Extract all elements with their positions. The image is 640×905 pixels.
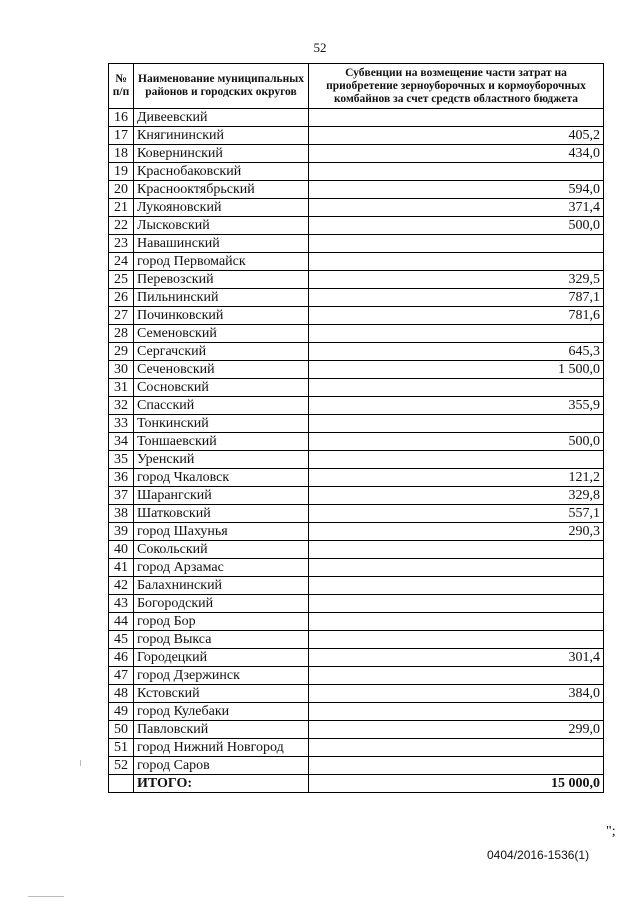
- municipality-name: Балахнинский: [134, 577, 309, 595]
- row-number: 33: [109, 415, 134, 433]
- table-row: [109, 649, 604, 667]
- subsidy-value: 290,3: [309, 523, 604, 541]
- subsidy-value: 371,4: [309, 199, 604, 217]
- municipality-name: Дивеевский: [134, 109, 309, 127]
- table-row: [109, 181, 604, 199]
- row-number: 50: [109, 721, 134, 739]
- row-number: 17: [109, 127, 134, 145]
- row-number: 24: [109, 253, 134, 271]
- municipality-name: город Шахунья: [134, 523, 309, 541]
- row-number: 23: [109, 235, 134, 253]
- subsidy-value: 329,8: [309, 487, 604, 505]
- table-row: [109, 163, 604, 181]
- row-number: 35: [109, 451, 134, 469]
- subsidy-value: [309, 739, 604, 757]
- row-number: 26: [109, 289, 134, 307]
- table-row: [109, 595, 604, 613]
- municipality-name: Сокольский: [134, 541, 309, 559]
- table-row: [109, 757, 604, 775]
- subsidy-value: 645,3: [309, 343, 604, 361]
- table-row: [109, 325, 604, 343]
- municipality-name: Ковернинский: [134, 145, 309, 163]
- subsidy-value: [309, 613, 604, 631]
- row-number: 44: [109, 613, 134, 631]
- subsidy-value: [309, 415, 604, 433]
- subsidy-value: [309, 541, 604, 559]
- municipality-name: Пильнинский: [134, 289, 309, 307]
- municipality-name: Починковский: [134, 307, 309, 325]
- table-row: [109, 577, 604, 595]
- municipality-name: Сергачский: [134, 343, 309, 361]
- subsidy-value: [309, 235, 604, 253]
- table-row: [109, 469, 604, 487]
- table-row: [109, 433, 604, 451]
- subsidy-value: [309, 559, 604, 577]
- total-label: ИТОГО:: [134, 775, 309, 793]
- header-name: Наименование муниципальных районов и городских округов: [134, 64, 309, 109]
- municipality-name: Лысковский: [134, 217, 309, 235]
- row-number: 31: [109, 379, 134, 397]
- total-num-cell: [109, 775, 134, 793]
- municipality-name: город Кулебаки: [134, 703, 309, 721]
- municipality-name: Кстовский: [134, 685, 309, 703]
- subsidy-value: [309, 451, 604, 469]
- municipality-name: Семеновский: [134, 325, 309, 343]
- municipality-name: Княгининский: [134, 127, 309, 145]
- row-number: 34: [109, 433, 134, 451]
- subsidy-value: 781,6: [309, 307, 604, 325]
- header-num: № п/п: [109, 64, 134, 109]
- subsidy-value: 594,0: [309, 181, 604, 199]
- page-number: 52: [313, 40, 327, 55]
- row-number: 29: [109, 343, 134, 361]
- subsidy-value: 121,2: [309, 469, 604, 487]
- municipality-name: Перевозский: [134, 271, 309, 289]
- municipality-name: Уренский: [134, 451, 309, 469]
- row-number: 49: [109, 703, 134, 721]
- table-row: [109, 289, 604, 307]
- table-row: [109, 415, 604, 433]
- row-number: 40: [109, 541, 134, 559]
- table-row: [109, 379, 604, 397]
- header-subsidy: Субвенции на возмещение части затрат на приобретение зерноуборочных и кормоуборочных комбайнов за счет средств областного бюджета: [309, 64, 604, 109]
- subsidy-value: [309, 253, 604, 271]
- row-number: 51: [109, 739, 134, 757]
- table-row: [109, 271, 604, 289]
- table-body: [109, 109, 604, 793]
- subsidy-value: 301,4: [309, 649, 604, 667]
- closing-quote-mark: ";: [606, 824, 616, 839]
- subsidy-value: 500,0: [309, 217, 604, 235]
- row-number: 37: [109, 487, 134, 505]
- subsidy-value: 299,0: [309, 721, 604, 739]
- municipality-name: Шарангский: [134, 487, 309, 505]
- table-row: [109, 739, 604, 757]
- subsidy-value: 384,0: [309, 685, 604, 703]
- row-number: 48: [109, 685, 134, 703]
- table-row: [109, 505, 604, 523]
- table-row: [109, 667, 604, 685]
- table-row: [109, 487, 604, 505]
- municipality-name: Городецкий: [134, 649, 309, 667]
- row-number: 42: [109, 577, 134, 595]
- table-row: [109, 307, 604, 325]
- total-row: [109, 775, 604, 793]
- row-number: 32: [109, 397, 134, 415]
- municipality-name: город Бор: [134, 613, 309, 631]
- municipality-name: Лукояновский: [134, 199, 309, 217]
- row-number: 25: [109, 271, 134, 289]
- table-row: [109, 343, 604, 361]
- scan-artifact: [80, 760, 81, 766]
- row-number: 36: [109, 469, 134, 487]
- municipality-name: Тоншаевский: [134, 433, 309, 451]
- municipality-name: Спасский: [134, 397, 309, 415]
- row-number: 39: [109, 523, 134, 541]
- municipality-name: город Арзамас: [134, 559, 309, 577]
- subsidy-value: [309, 703, 604, 721]
- row-number: 47: [109, 667, 134, 685]
- table-row: [109, 685, 604, 703]
- municipality-name: Шатковский: [134, 505, 309, 523]
- municipality-name: Сеченовский: [134, 361, 309, 379]
- row-number: 41: [109, 559, 134, 577]
- municipality-name: Краснооктябрьский: [134, 181, 309, 199]
- municipality-name: Богородский: [134, 595, 309, 613]
- table-row: [109, 109, 604, 127]
- table-row: [109, 235, 604, 253]
- subsidy-value: [309, 577, 604, 595]
- subsidy-value: 329,5: [309, 271, 604, 289]
- row-number: 52: [109, 757, 134, 775]
- total-value: 15 000,0: [309, 775, 604, 793]
- row-number: 38: [109, 505, 134, 523]
- municipality-name: Тонкинский: [134, 415, 309, 433]
- table-row: [109, 397, 604, 415]
- table-row: [109, 127, 604, 145]
- table-row: [109, 631, 604, 649]
- table-row: [109, 559, 604, 577]
- row-number: 27: [109, 307, 134, 325]
- subsidy-value: 434,0: [309, 145, 604, 163]
- subsidy-value: [309, 595, 604, 613]
- row-number: 30: [109, 361, 134, 379]
- subsidy-value: 557,1: [309, 505, 604, 523]
- municipality-name: Навашинский: [134, 235, 309, 253]
- scan-artifact: [28, 896, 64, 897]
- subsidy-value: [309, 667, 604, 685]
- municipality-name: город Первомайск: [134, 253, 309, 271]
- subsidy-value: [309, 631, 604, 649]
- table-row: [109, 145, 604, 163]
- row-number: 18: [109, 145, 134, 163]
- municipality-name: город Выкса: [134, 631, 309, 649]
- subsidy-value: [309, 163, 604, 181]
- table-row: [109, 721, 604, 739]
- municipality-name: Павловский: [134, 721, 309, 739]
- row-number: 19: [109, 163, 134, 181]
- row-number: 21: [109, 199, 134, 217]
- municipality-name: город Дзержинск: [134, 667, 309, 685]
- row-number: 43: [109, 595, 134, 613]
- subsidy-value: [309, 109, 604, 127]
- table-row: [109, 523, 604, 541]
- table-row: [109, 703, 604, 721]
- table-row: [109, 361, 604, 379]
- subsidy-table: [108, 63, 604, 793]
- table-row: [109, 217, 604, 235]
- row-number: 28: [109, 325, 134, 343]
- table-row: [109, 613, 604, 631]
- document-code: 0404/2016-1536(1): [487, 848, 590, 862]
- table-row: [109, 253, 604, 271]
- row-number: 45: [109, 631, 134, 649]
- row-number: 46: [109, 649, 134, 667]
- row-number: 16: [109, 109, 134, 127]
- subsidy-value: [309, 757, 604, 775]
- subsidy-value: [309, 325, 604, 343]
- subsidy-value: 1 500,0: [309, 361, 604, 379]
- municipality-name: город Чкаловск: [134, 469, 309, 487]
- table-row: [109, 451, 604, 469]
- table-header-row: [109, 64, 604, 109]
- subsidy-value: [309, 379, 604, 397]
- municipality-name: Краснобаковский: [134, 163, 309, 181]
- row-number: 22: [109, 217, 134, 235]
- table-row: [109, 199, 604, 217]
- row-number: 20: [109, 181, 134, 199]
- subsidy-value: 405,2: [309, 127, 604, 145]
- municipality-name: город Саров: [134, 757, 309, 775]
- subsidy-value: 787,1: [309, 289, 604, 307]
- subsidy-value: 355,9: [309, 397, 604, 415]
- municipality-name: город Нижний Новгород: [134, 739, 309, 757]
- table-row: [109, 541, 604, 559]
- municipality-name: Сосновский: [134, 379, 309, 397]
- subsidy-value: 500,0: [309, 433, 604, 451]
